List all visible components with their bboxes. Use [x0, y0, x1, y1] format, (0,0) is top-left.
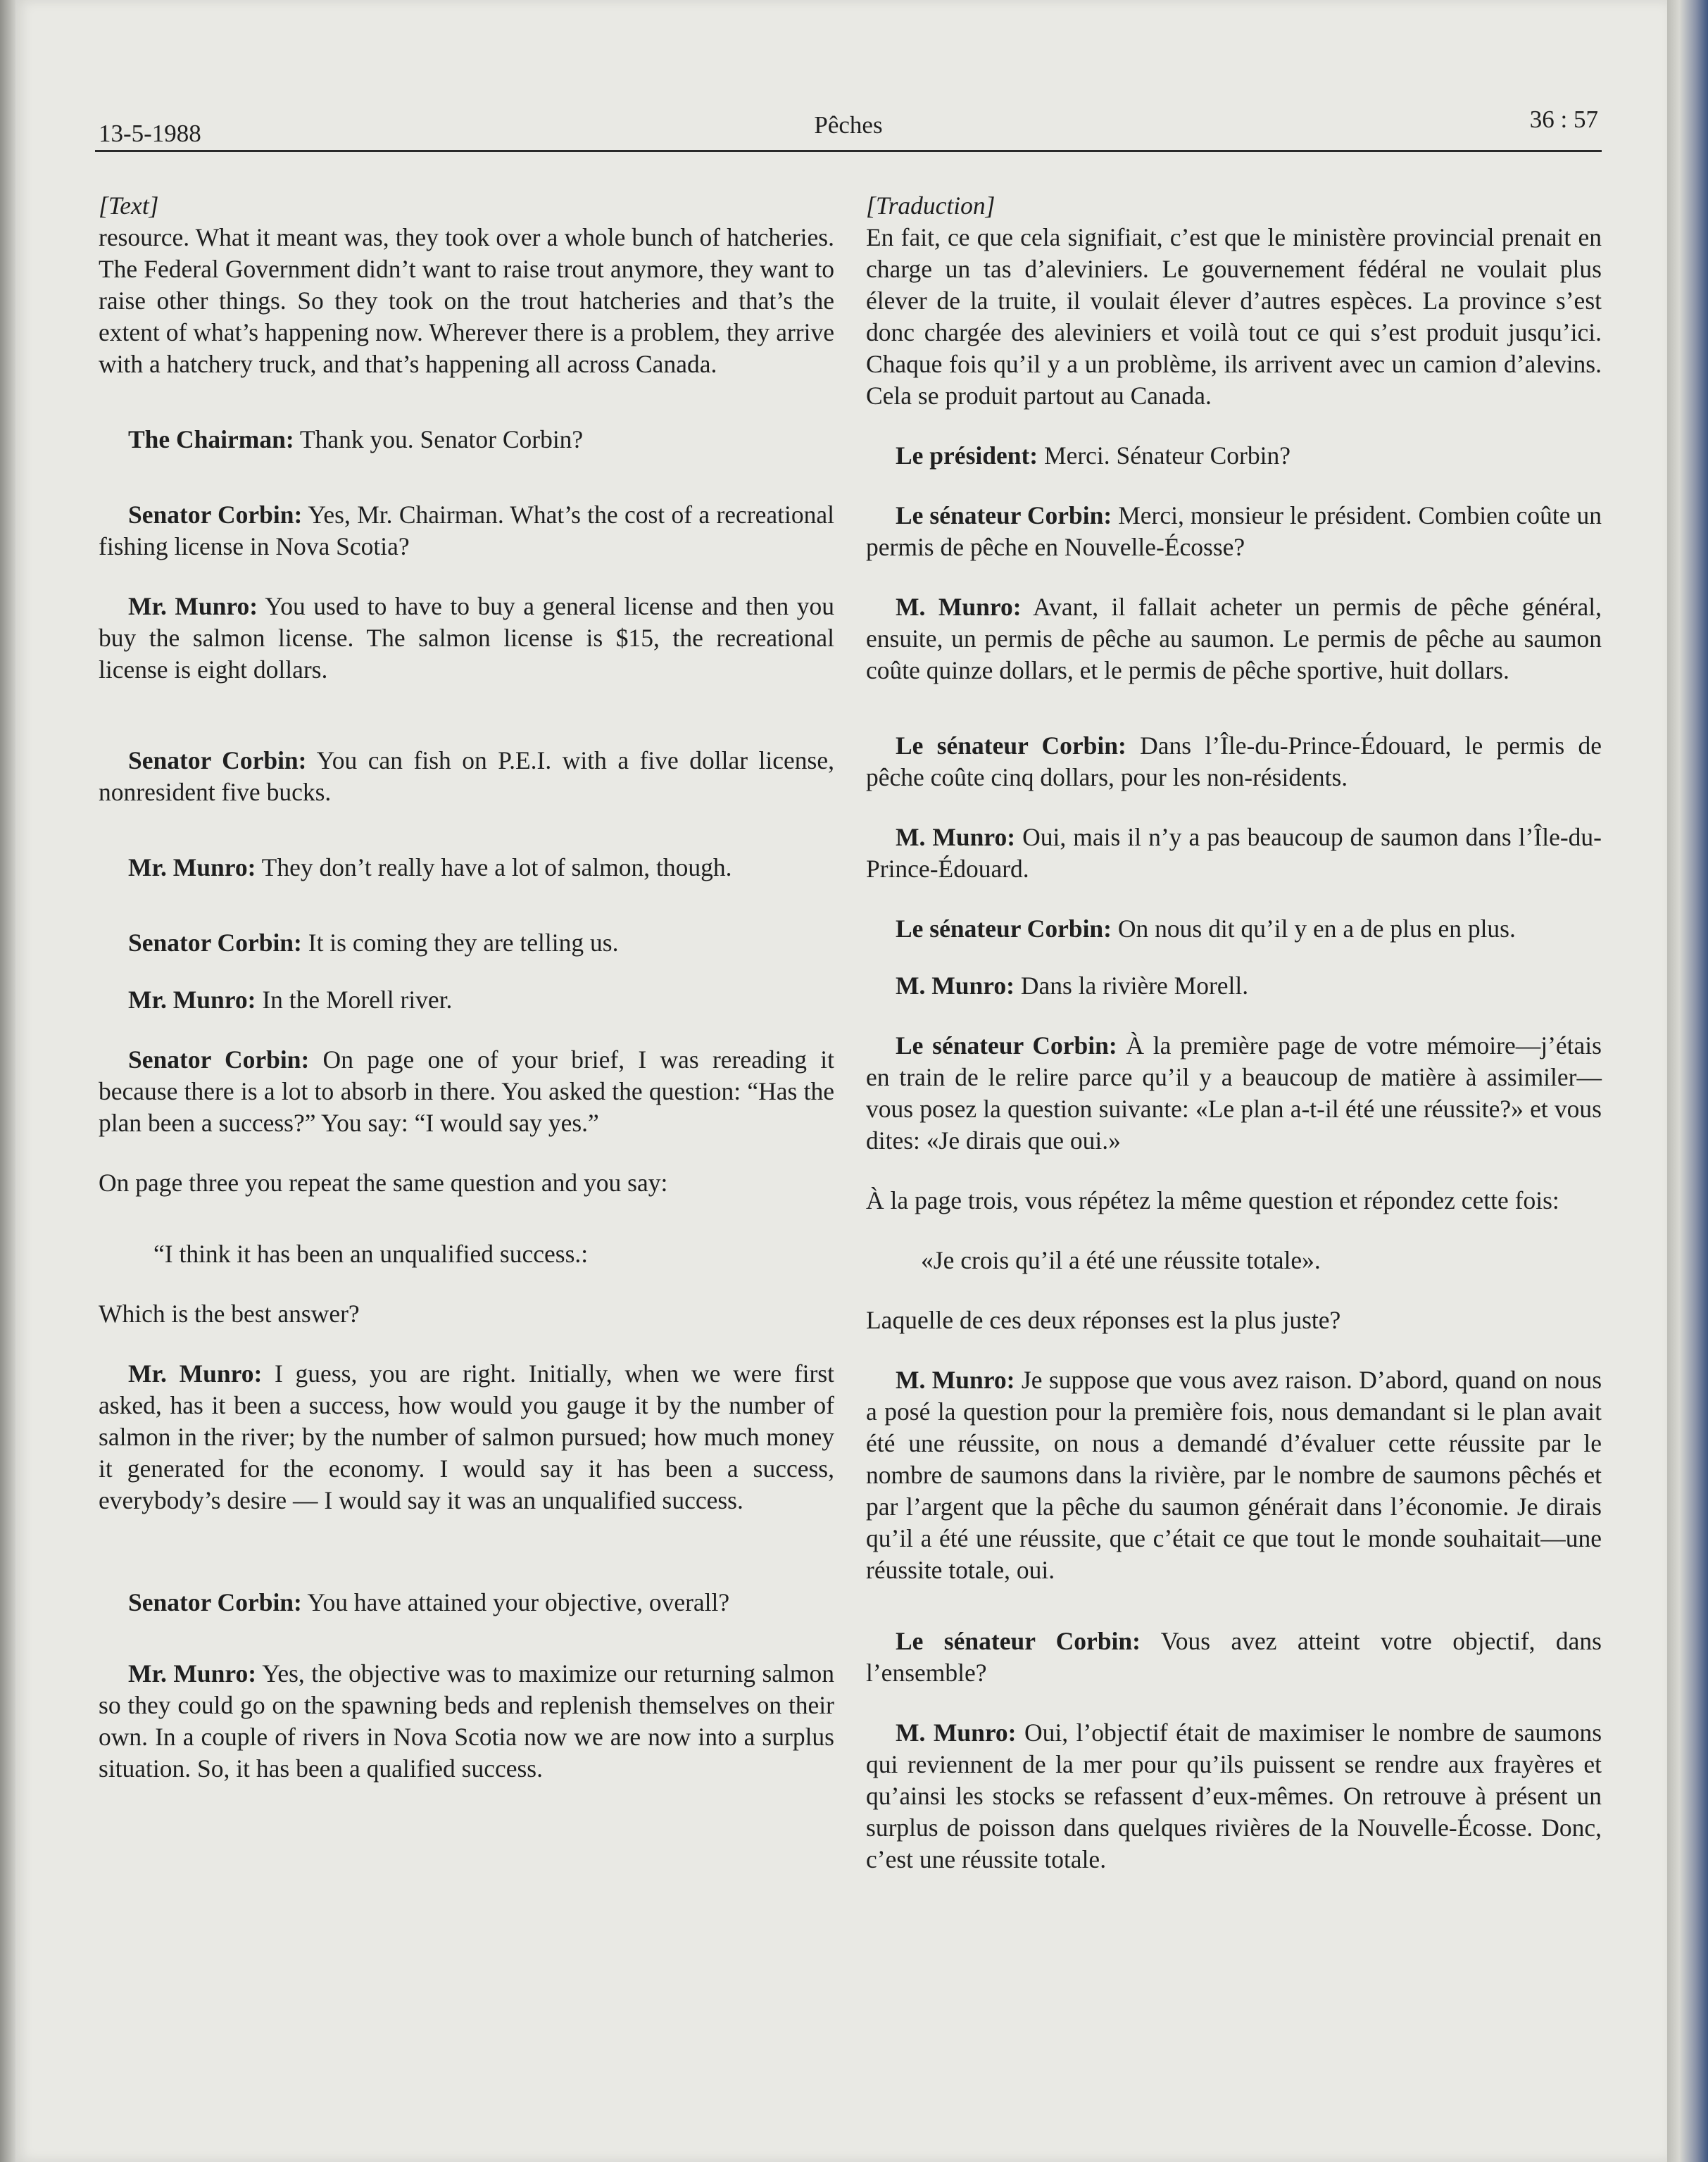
speaker-name: Le sénateur Corbin: — [896, 501, 1112, 529]
paragraph: Le sénateur Corbin: Vous avez atteint votre objectif, dans l’ensemble? — [866, 1627, 1602, 1687]
paragraph: Senator Corbin: You have attained your objective, overall? — [128, 1588, 730, 1616]
paragraph: M. Munro: Dans la rivière Morell. — [896, 972, 1249, 1000]
paragraph: Mr. Munro: You used to have to buy a general license and then you buy the salmon license. The salmon license is $15, the recreational license is eight dollars. — [99, 592, 834, 684]
paragraph: Mr. Munro: Yes, the objective was to maximize our returning salmon so they could go on the spawning beds and replenish themselves on their own. In a couple of rivers in Nova Scotia now we are now into a surplus situation. So, it has been a qualified success. — [99, 1659, 835, 1783]
speaker-name: The Chairman: — [128, 425, 294, 453]
block-quote: “I think it has been an unqualified success.: — [153, 1240, 589, 1268]
speaker-name: Le sénateur Corbin: — [896, 731, 1126, 760]
speaker-name: Le sénateur Corbin: — [896, 1031, 1117, 1060]
paragraph: Senator Corbin: On page one of your brief, I was rereading it because there is a lot to absorb in there. You asked the question: “Has the plan been a success?” You say: “I would say yes.” — [99, 1045, 834, 1137]
paragraph: Mr. Munro: I guess, you are right. Initially, when we were first asked, has it been a success, how would you gauge it by the number of salmon in the river; by the number of salmon pursued; how much money it generated for the economy. I would say it has been a success, everybody’s desire — I would say it was an unqualified success. — [99, 1359, 835, 1514]
speaker-name: Mr. Munro: — [128, 1659, 257, 1688]
paragraph: Senator Corbin: You can fish on P.E.I. with a five dollar license, nonresident five bucks. — [99, 746, 834, 806]
speaker-name: Senator Corbin: — [128, 1045, 310, 1074]
paragraph: Which is the best answer? — [99, 1300, 360, 1328]
speaker-name: Mr. Munro: — [128, 853, 256, 881]
speaker-name: Mr. Munro: — [128, 986, 256, 1014]
speaker-name: M. Munro: — [896, 593, 1022, 621]
paragraph: Mr. Munro: They don’t really have a lot of salmon, though. — [128, 853, 732, 881]
left-column — [99, 190, 834, 1785]
paragraph: À la page trois, vous répétez la même question et répondez cette fois: — [866, 1186, 1559, 1214]
paragraph: On page three you repeat the same question and you say: — [99, 1169, 668, 1197]
speaker-name: M. Munro: — [896, 1366, 1015, 1394]
paragraph: Le sénateur Corbin: Merci, monsieur le président. Combien coûte un permis de pêche en Nouvelle-Écosse? — [866, 501, 1602, 561]
book-edge — [1667, 0, 1708, 2162]
paragraph: M. Munro: Avant, il fallait acheter un permis de pêche général, ensuite, un permis de pêche au saumon. Le permis de pêche au saumon coûte quinze dollars, et le permis de pêche sportive, huit dollars. — [866, 593, 1602, 684]
header-rule — [95, 150, 1602, 152]
paragraph: The Chairman: Thank you. Senator Corbin? — [128, 425, 584, 453]
header-page-number: 36 : 57 — [1529, 106, 1598, 133]
speaker-name: M. Munro: — [896, 823, 1016, 851]
right-column — [866, 190, 1602, 1875]
header-title: Pêches — [814, 111, 883, 139]
paragraph: M. Munro: Oui, l’objectif était de maximiser le nombre de saumons qui reviennent de la mer pour qu’ils puissent se rendre aux frayères et qu’ainsi les stocks se refassent d’eux-mêmes. On retrouve à présent un surplus de poisson dans quelques rivières de la Nouvelle-Écosse. Donc, c’est une réussite totale. — [866, 1718, 1602, 1873]
paragraph: Le président: Merci. Sénateur Corbin? — [896, 441, 1291, 470]
speaker-name: M. Munro: — [896, 972, 1015, 1000]
paragraph: Mr. Munro: In the Morell river. — [128, 986, 453, 1014]
speaker-name: Le sénateur Corbin: — [896, 1627, 1141, 1655]
speaker-name: Senator Corbin: — [128, 929, 302, 957]
header-date: 13-5-1988 — [99, 120, 201, 147]
speaker-name: Senator Corbin: — [128, 746, 307, 774]
paragraph: Laquelle de ces deux réponses est la plus juste? — [866, 1306, 1341, 1334]
speaker-name: M. Munro: — [896, 1718, 1017, 1747]
paragraph: Senator Corbin: It is coming they are telling us. — [128, 929, 619, 957]
speaker-name: Mr. Munro: — [128, 1359, 263, 1388]
speaker-name: Senator Corbin: — [128, 1588, 302, 1616]
paragraph: resource. What it meant was, they took over a whole bunch of hatcheries. The Federal Government didn’t want to raise trout anymore, they want to raise other things. So they took on the trout hatcheries and that’s the extent of what’s happening now. Wherever there is a problem, they arrive with a hatchery truck, and that’s happening all across Canada. — [99, 223, 834, 378]
paragraph: M. Munro: Je suppose que vous avez raison. D’abord, quand on nous a posé la question pour la première fois, nous demandant si le plan avait été une réussite, on nous a demandé d’évaluer cette réussite par le nombre de saumons dans la rivière, par le nombre de saumons pêchés et par l’argent que la pêche du saumon générait dans l’économie. Je dirais qu’il a été une réussite, que c’était ce que tout le monde souhaitait—une réussite totale, oui. — [866, 1366, 1602, 1584]
paragraph: Le sénateur Corbin: À la première page de votre mémoire—j’étais en train de le relire parce qu’il y a beaucoup de matière à assimiler—vous posez la question suivante: «Le plan a-t-il été une réussite?» et vous dites: «Je dirais que oui.» — [866, 1031, 1602, 1155]
speaker-name: Mr. Munro: — [128, 592, 258, 620]
paragraph: Senator Corbin: Yes, Mr. Chairman. What’s the cost of a recreational fishing license in Nova Scotia? — [99, 501, 834, 560]
paragraph: Le sénateur Corbin: Dans l’Île-du-Prince-Édouard, le permis de pêche coûte cinq dollars, pour les non-résidents. — [866, 731, 1602, 791]
paragraph: M. Munro: Oui, mais il n’y a pas beaucoup de saumon dans l’Île-du-Prince-Édouard. — [866, 823, 1602, 883]
speaker-name: Le président: — [896, 441, 1038, 470]
binding-shadow — [0, 0, 15, 2162]
speaker-name: Senator Corbin: — [128, 501, 303, 529]
block-quote: «Je crois qu’il a été une réussite totale». — [921, 1246, 1321, 1274]
column-tag: [Text] — [99, 191, 159, 220]
column-tag: [Traduction] — [866, 191, 996, 220]
paragraph: En fait, ce que cela signifiait, c’est que le ministère provincial prenait en charge un tas d’aleviniers. Le gouvernement fédéral ne voulait plus élever de la truite, il voulait élever d’autres espèces. La province s’est donc chargée des aleviniers et voilà tout ce qui s’est produit jusqu’ici. Chaque fois qu’il y a un problème, ils arrivent avec un camion d’alevins. Cela se produit partout au Canada. — [866, 223, 1602, 410]
paragraph: Le sénateur Corbin: On nous dit qu’il y en a de plus en plus. — [896, 915, 1516, 943]
page-header — [99, 106, 1598, 155]
speaker-name: Le sénateur Corbin: — [896, 915, 1112, 943]
